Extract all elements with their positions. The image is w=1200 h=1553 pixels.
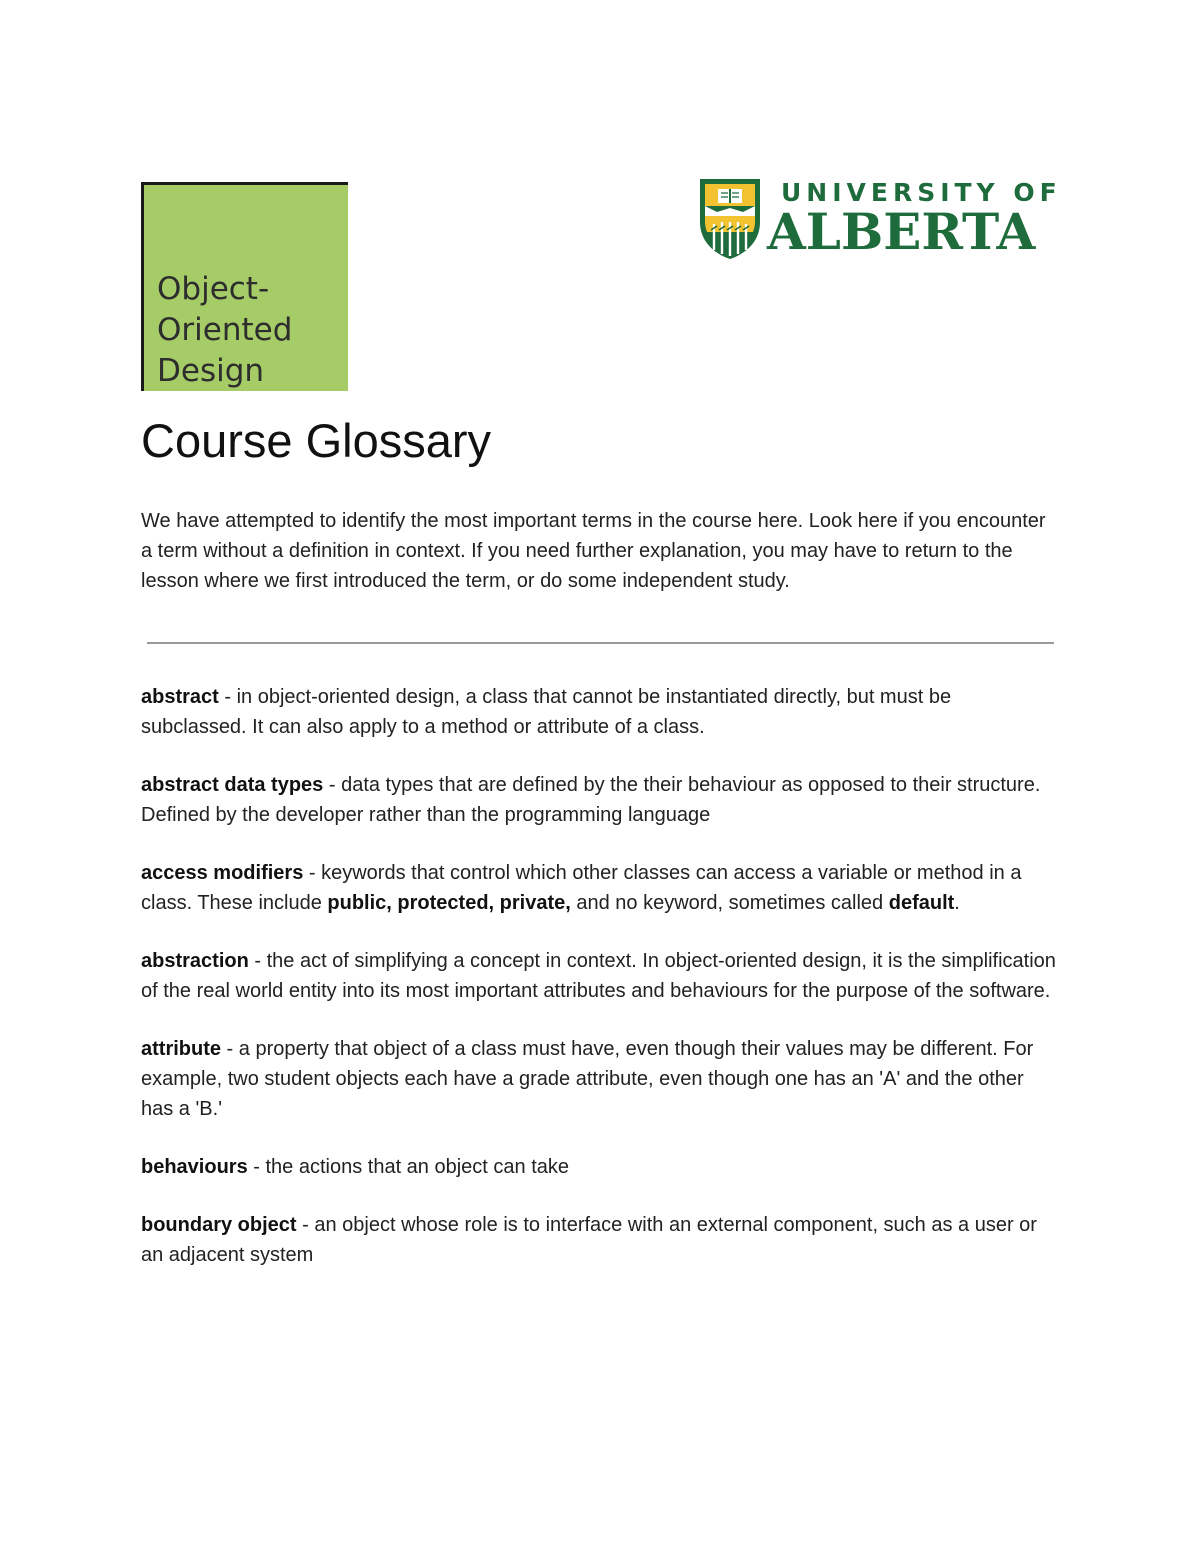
glossary-entry — [141, 1210, 1061, 1270]
glossary-definition-continued: and no keyword, sometimes called — [570, 892, 889, 914]
logo-wordmark-top: UNIVERSITY OF — [781, 178, 1062, 207]
glossary-definition-end: . — [954, 892, 960, 914]
glossary-definition: - keywords that control which other classes can access a variable or method in a class. These include — [141, 862, 1022, 914]
glossary-term: behaviours — [141, 1156, 248, 1178]
glossary-entry — [141, 1152, 1061, 1182]
glossary-term: attribute — [141, 1038, 221, 1060]
glossary-entry — [141, 682, 1061, 742]
course-tile-title: Object- Oriented Design — [157, 271, 293, 389]
keyword-list: public, protected, private, — [327, 892, 571, 914]
glossary-list — [141, 682, 1061, 1298]
glossary-entry — [141, 946, 1061, 1006]
glossary-definition: - data types that are defined by the their behaviour as opposed to their structure. Defined by the developer rather than the programming language — [141, 774, 1041, 826]
glossary-definition: - in object-oriented design, a class that cannot be instantiated directly, but must be subclassed. It can also apply to a method or attribute of a class. — [141, 686, 952, 738]
glossary-term: boundary object — [141, 1214, 297, 1236]
glossary-definition: - a property that object of a class must have, even though their values may be different. For example, two student objects each have a grade attribute, even though one has an 'A' and the other has a 'B.' — [141, 1038, 1034, 1120]
glossary-entry — [141, 1034, 1061, 1124]
glossary-definition: - an object whose role is to interface with an external component, such as a user or an adjacent system — [141, 1214, 1037, 1266]
university-logo — [697, 176, 1062, 262]
glossary-term: abstract — [141, 686, 219, 708]
page-title: Course Glossary — [141, 414, 491, 467]
glossary-term: abstract data types — [141, 774, 324, 796]
glossary-definition: - the act of simplifying a concept in context. In object-oriented design, it is the simplification of the real world entity into its most important attributes and behaviours for the purpose of the software. — [141, 950, 1056, 1002]
keyword-default: default — [888, 892, 955, 914]
course-tile — [141, 182, 348, 391]
university-crest-icon — [697, 176, 763, 260]
glossary-term: access modifiers — [141, 862, 304, 884]
glossary-definition: - the actions that an object can take — [247, 1156, 570, 1178]
glossary-entry — [141, 770, 1061, 830]
glossary-term: abstraction — [141, 950, 249, 972]
section-divider — [147, 642, 1054, 644]
logo-wordmark-bottom: ALBERTA — [767, 202, 1036, 261]
glossary-entry — [141, 858, 1061, 918]
intro-paragraph: We have attempted to identify the most important terms in the course here. Look here if you encounter a term without a definition in context. If you need further explanation, you may have to return to the lesson where we first introduced the term, or do some independent study. — [141, 510, 1046, 592]
